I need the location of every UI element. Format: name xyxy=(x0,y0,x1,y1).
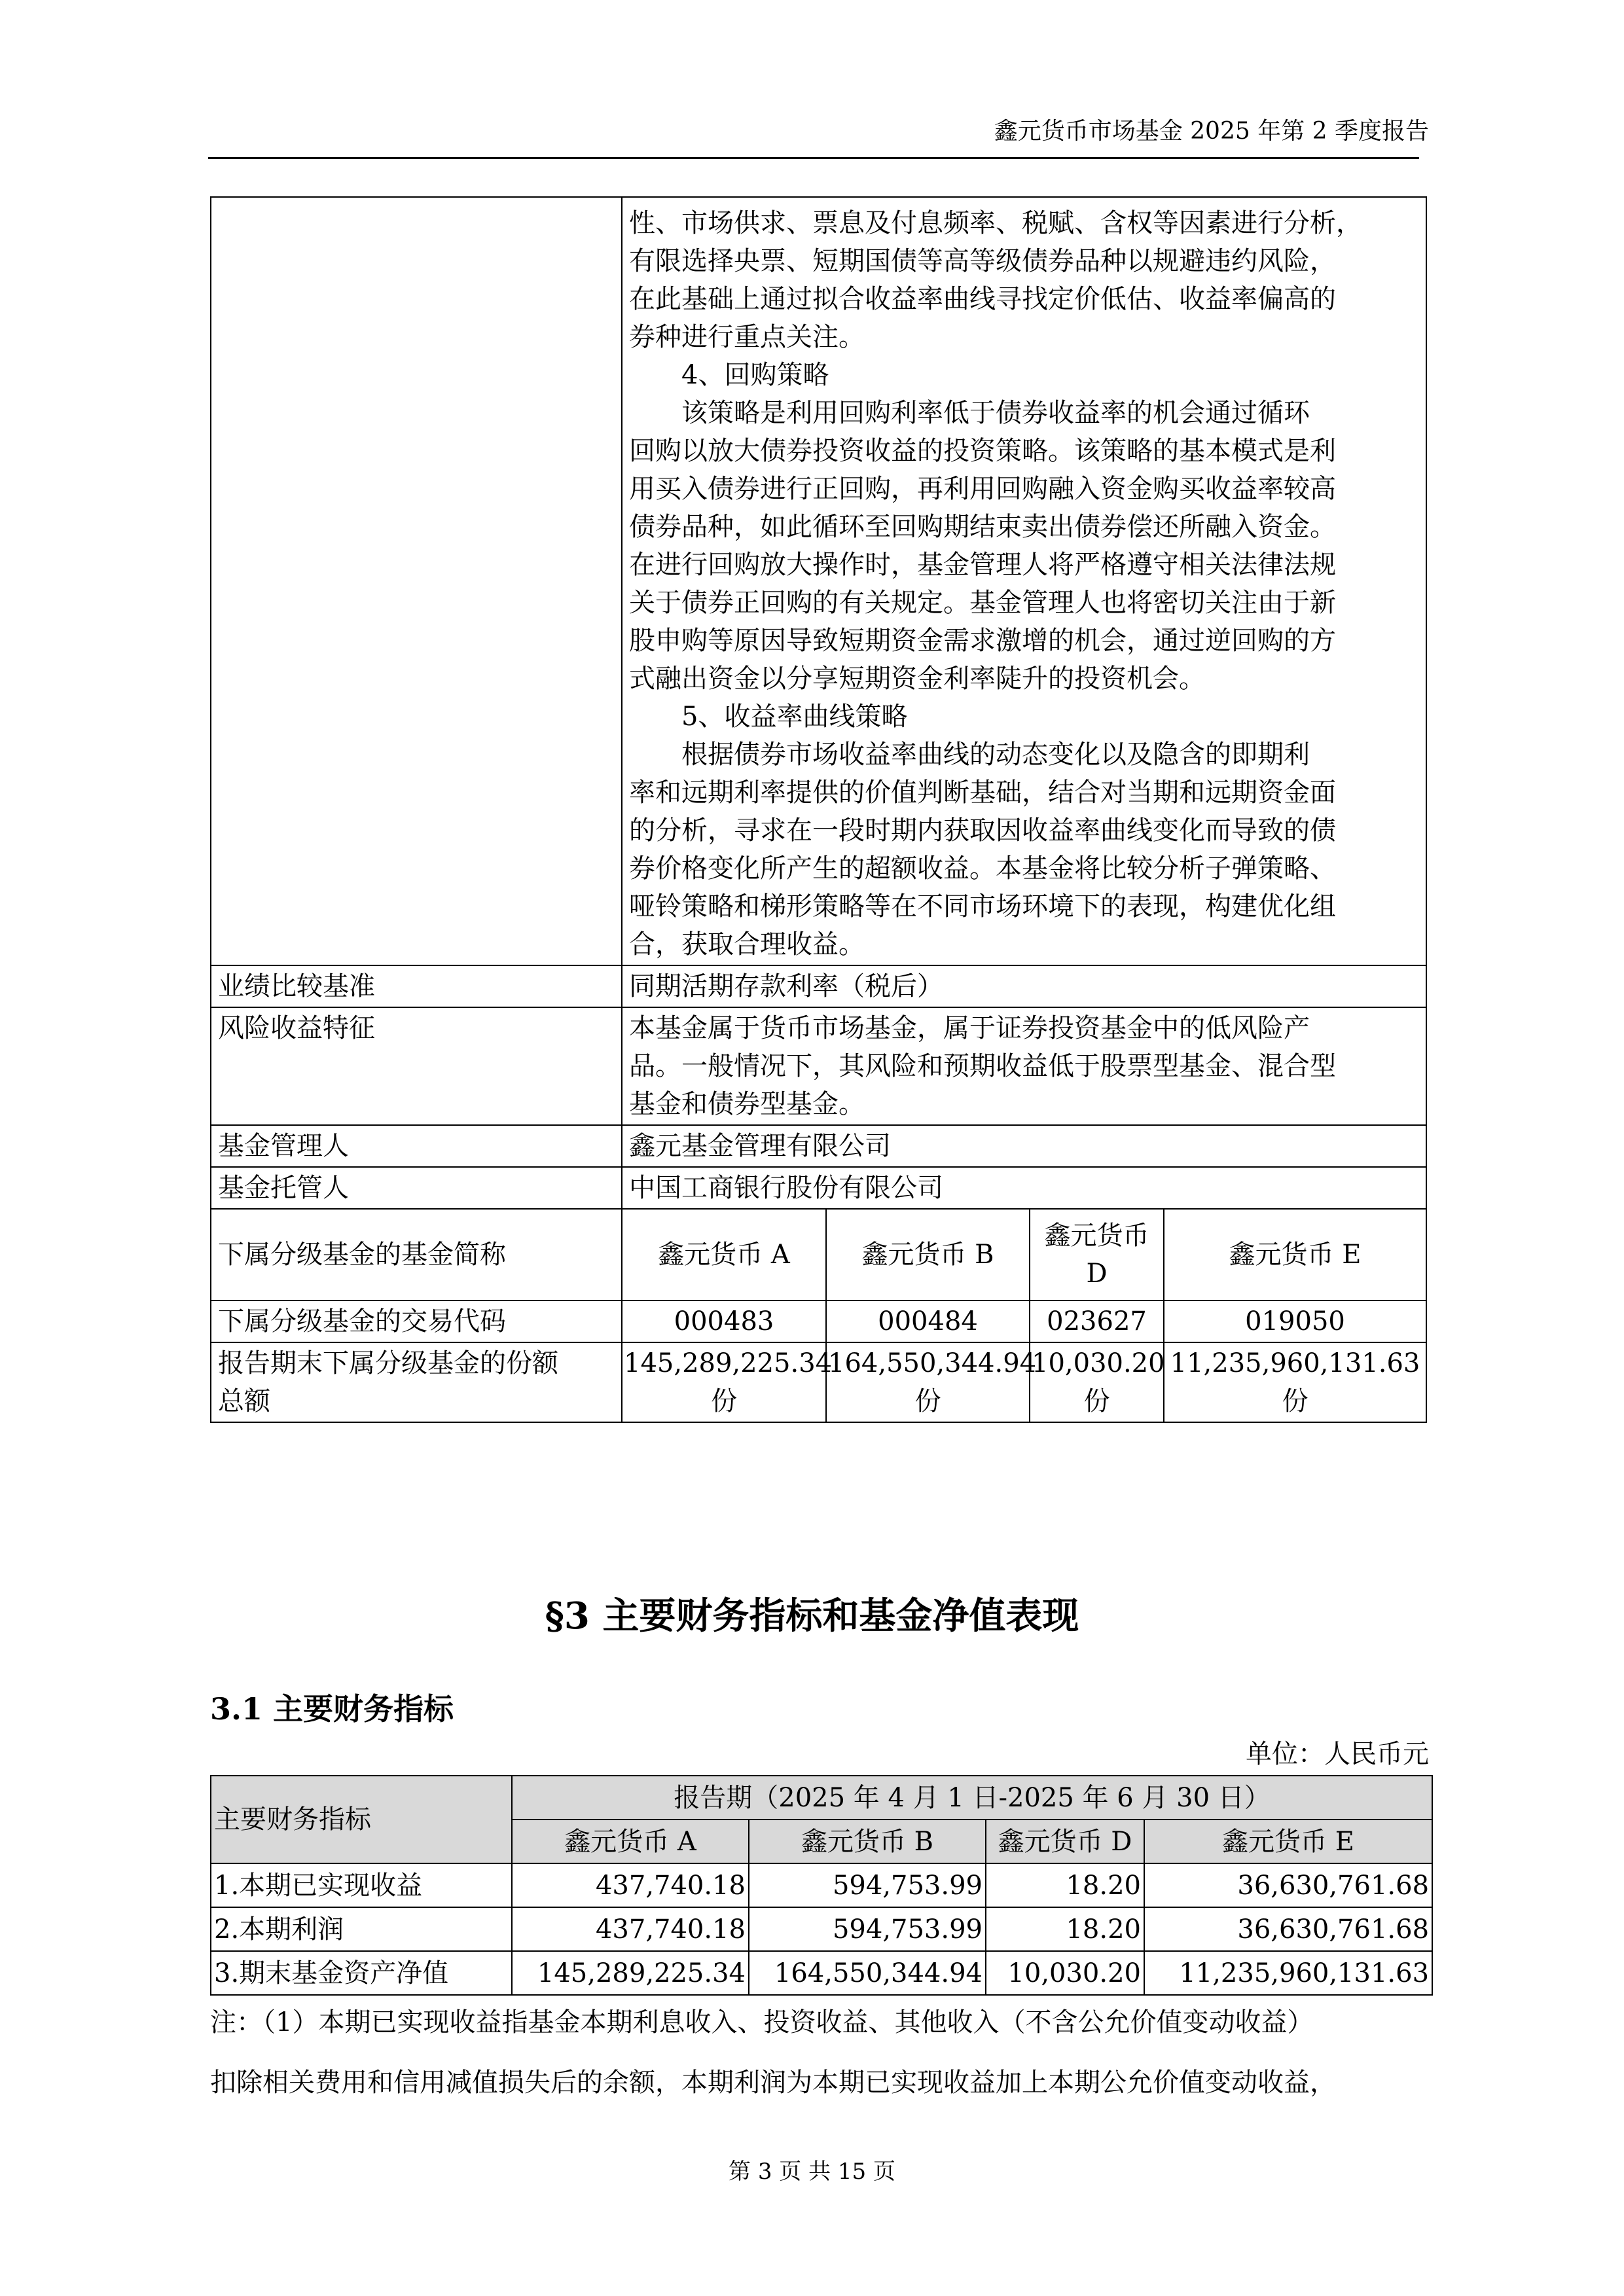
header-rule xyxy=(208,157,1419,159)
value-d: 10,030.20 xyxy=(986,1951,1144,1995)
value-a: 145,289,225.34 xyxy=(512,1951,749,1995)
strategy-line: 性、市场供求、票息及付息频率、税赋、含权等因素进行分析， xyxy=(629,208,1362,238)
benchmark-value: 同期活期存款利率（税后） xyxy=(622,965,1426,1007)
table-row xyxy=(211,1907,1432,1951)
strategy-label-cell xyxy=(211,197,622,965)
strategy-line: 券种进行重点关注。 xyxy=(629,322,865,352)
shares-b: 164,550,344.94 xyxy=(828,1348,1037,1378)
shares-d: 10,030.20 xyxy=(1032,1348,1165,1378)
value-e: 36,630,761.68 xyxy=(1144,1863,1432,1907)
repo-strategy-heading: 4、回购策略 xyxy=(681,360,829,390)
shares-d-cell xyxy=(1030,1342,1164,1422)
code-row xyxy=(211,1300,1426,1342)
shares-unit: 份 xyxy=(914,1386,941,1416)
indicator-header: 主要财务指标 xyxy=(211,1776,512,1863)
share-name-a: 鑫元货币 A xyxy=(622,1209,826,1300)
manager-value: 鑫元基金管理有限公司 xyxy=(622,1125,1426,1167)
curve-line: 率和远期利率提供的价值判断基础，结合对当期和远期资金面 xyxy=(629,778,1336,808)
curve-strategy-heading: 5、收益率曲线策略 xyxy=(681,702,908,732)
value-d: 18.20 xyxy=(986,1863,1144,1907)
period-header: 报告期（2025 年 4 月 1 日-2025 年 6 月 30 日） xyxy=(512,1776,1432,1820)
page-header-title: 鑫元货币市场基金 2025 年第 2 季度报告 xyxy=(994,118,1429,145)
risk-label: 风险收益特征 xyxy=(211,1007,622,1125)
curve-line: 根据债券市场收益率曲线的动态变化以及隐含的即期利 xyxy=(681,740,1310,770)
table-row xyxy=(211,1951,1432,1995)
code-a: 000483 xyxy=(622,1300,826,1342)
row-label: 2.本期利润 xyxy=(211,1907,512,1951)
repo-line: 股申购等原因导致短期资金需求激增的机会，通过逆回购的方 xyxy=(629,626,1336,656)
shares-row xyxy=(211,1342,1426,1422)
share-name-d-cell xyxy=(1030,1209,1164,1300)
shares-unit: 份 xyxy=(1282,1386,1308,1416)
shares-unit: 份 xyxy=(711,1386,737,1416)
repo-line: 关于债券正回购的有关规定。基金管理人也将密切关注由于新 xyxy=(629,588,1336,618)
class-header-d: 鑫元货币 D xyxy=(986,1820,1144,1863)
unit-label: 单位：人民币元 xyxy=(1246,1739,1429,1769)
row-label: 3.期末基金资产净值 xyxy=(211,1951,512,1995)
strategy-text-cell xyxy=(622,197,1426,965)
risk-value-cell xyxy=(622,1007,1426,1125)
row-label: 1.本期已实现收益 xyxy=(211,1863,512,1907)
value-a: 437,740.18 xyxy=(512,1907,749,1951)
strategy-line: 在此基础上通过拟合收益率曲线寻找定价低估、收益率偏高的 xyxy=(629,284,1336,314)
financial-indicators-table xyxy=(210,1775,1433,1996)
curve-line: 的分析，寻求在一段时期内获取因收益率曲线变化而导致的债 xyxy=(629,816,1336,846)
risk-line: 品。一般情况下，其风险和预期收益低于股票型基金、混合型 xyxy=(629,1051,1336,1081)
shares-label-line: 总额 xyxy=(218,1386,270,1416)
code-e: 019050 xyxy=(1164,1300,1426,1342)
table-row xyxy=(211,1863,1432,1907)
value-a: 437,740.18 xyxy=(512,1863,749,1907)
curve-line: 哑铃策略和梯形策略等在不同市场环境下的表现，构建优化组 xyxy=(629,891,1336,922)
shares-unit: 份 xyxy=(1083,1386,1110,1416)
share-name-label: 下属分级基金的基金简称 xyxy=(211,1209,622,1300)
repo-line: 式融出资金以分享短期资金利率陡升的投资机会。 xyxy=(629,664,1205,694)
repo-line: 在进行回购放大操作时，基金管理人将严格遵守相关法律法规 xyxy=(629,550,1336,580)
note-line: 扣除相关费用和信用减值损失后的余额，本期利润为本期已实现收益加上本期公允价值变动收益， xyxy=(210,2068,1336,2098)
benchmark-label: 业绩比较基准 xyxy=(211,965,622,1007)
share-name-b: 鑫元货币 B xyxy=(826,1209,1030,1300)
shares-e: 11,235,960,131.63 xyxy=(1170,1348,1420,1378)
risk-line: 基金和债券型基金。 xyxy=(629,1089,865,1119)
section-title: §3 主要财务指标和基金净值表现 xyxy=(545,1594,1079,1638)
repo-line: 债券品种，如此循环至回购期结束卖出债券偿还所融入资金。 xyxy=(629,512,1336,542)
custodian-label: 基金托管人 xyxy=(211,1167,622,1209)
code-d: 023627 xyxy=(1030,1300,1164,1342)
shares-a: 145,289,225.34 xyxy=(624,1348,833,1378)
fund-overview-table xyxy=(210,196,1427,1423)
shares-label-cell xyxy=(211,1342,622,1422)
shares-e-cell xyxy=(1164,1342,1426,1422)
fin-header-row xyxy=(211,1776,1432,1820)
value-b: 594,753.99 xyxy=(749,1907,986,1951)
class-header-e: 鑫元货币 E xyxy=(1144,1820,1432,1863)
custodian-row xyxy=(211,1167,1426,1209)
benchmark-row xyxy=(211,965,1426,1007)
page-footer: 第 3 页 共 15 页 xyxy=(729,2159,895,2185)
note-line: 注：（1）本期已实现收益指基金本期利息收入、投资收益、其他收入（不含公允价值变动收益） xyxy=(210,2007,1314,2037)
subsection-title: 3.1 主要财务指标 xyxy=(210,1691,454,1727)
value-e: 36,630,761.68 xyxy=(1144,1907,1432,1951)
shares-label-line: 报告期末下属分级基金的份额 xyxy=(218,1348,558,1378)
value-b: 594,753.99 xyxy=(749,1863,986,1907)
class-header-b: 鑫元货币 B xyxy=(749,1820,986,1863)
risk-row xyxy=(211,1007,1426,1125)
share-name-e: 鑫元货币 E xyxy=(1164,1209,1426,1300)
shares-a-cell xyxy=(622,1342,833,1422)
share-name-row xyxy=(211,1209,1426,1300)
share-name-d: 鑫元货币 xyxy=(1044,1221,1149,1251)
repo-line: 回购以放大债券投资收益的投资策略。该策略的基本模式是利 xyxy=(629,436,1336,466)
class-header-a: 鑫元货币 A xyxy=(512,1820,749,1863)
strategy-row xyxy=(211,197,1426,965)
code-b: 000484 xyxy=(826,1300,1030,1342)
manager-label: 基金管理人 xyxy=(211,1125,622,1167)
custodian-value: 中国工商银行股份有限公司 xyxy=(622,1167,1426,1209)
strategy-line: 有限选择央票、短期国债等高等级债券品种以规避违约风险， xyxy=(629,246,1336,276)
shares-b-cell xyxy=(826,1342,1037,1422)
repo-line: 用买入债券进行正回购，再利用回购融入资金购买收益率较高 xyxy=(629,474,1336,504)
value-d: 18.20 xyxy=(986,1907,1144,1951)
repo-line: 该策略是利用回购利率低于债券收益率的机会通过循环 xyxy=(681,398,1310,428)
share-name-d-suffix: D xyxy=(1086,1259,1108,1289)
risk-line: 本基金属于货币市场基金，属于证券投资基金中的低风险产 xyxy=(629,1013,1310,1043)
code-label: 下属分级基金的交易代码 xyxy=(211,1300,622,1342)
curve-line: 券价格变化所产生的超额收益。本基金将比较分析子弹策略、 xyxy=(629,853,1336,884)
curve-line: 合，获取合理收益。 xyxy=(629,929,865,960)
manager-row xyxy=(211,1125,1426,1167)
value-b: 164,550,344.94 xyxy=(749,1951,986,1995)
value-e: 11,235,960,131.63 xyxy=(1144,1951,1432,1995)
